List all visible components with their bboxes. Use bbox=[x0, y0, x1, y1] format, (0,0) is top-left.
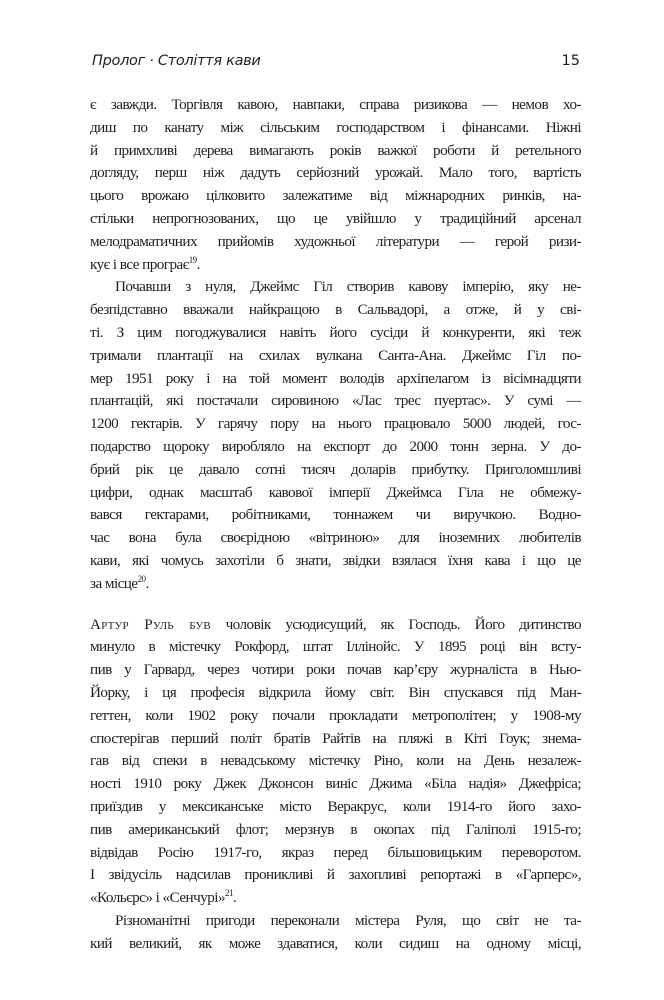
line-text: чоловік усюдисущий, як Господь. Його дитинство bbox=[210, 615, 581, 633]
text-line: стільки непрогнозованих, що це увійшло у традиційний арсенал bbox=[90, 209, 581, 227]
text-line: гав від спеки в невадському містечку Ріно, коли на День незалеж- bbox=[90, 752, 581, 770]
text-line: й примхливі дерева вимагають років важкої роботи й ретельного bbox=[90, 141, 581, 159]
text-line: 1200 гектарів. У гарячу пору на нього працювало 5000 людей, гос- bbox=[90, 415, 581, 433]
text-line: спостерігав перший політ братів Райтів на пляжі в Кіті Гоук; знема- bbox=[90, 729, 581, 747]
text-line: І звідусіль надсилав проникливі й захопливі репортажі в «Гарперс», bbox=[90, 866, 581, 884]
text-line: мер 1951 року і на той момент володів архіпелагом із вісімнадцяти bbox=[90, 369, 581, 387]
line-end: . bbox=[145, 574, 149, 592]
line-text: за місце bbox=[90, 574, 138, 592]
page-number: 15 bbox=[561, 53, 580, 69]
text-line: відвідав Росію 1917-го, якраз перед більшовицьким переворотом. bbox=[90, 843, 581, 861]
text-line: приїздив у мексиканське місто Веракрус, коли 1914-го його захо- bbox=[90, 797, 581, 815]
footnote-ref[interactable]: 19 bbox=[188, 254, 197, 265]
text-line: є завжди. Торгівля кавою, навпаки, справа ризикова — немов хо- bbox=[90, 96, 581, 113]
text-line bbox=[90, 614, 581, 637]
text-line bbox=[90, 887, 581, 910]
page-body bbox=[90, 94, 581, 955]
text-line: подарство щороку виробляло на експорт до 2000 тонн зерна. У до- bbox=[90, 437, 581, 455]
text-line: брий рік це давало сотні тисяч доларів прибутку. Приголомшливі bbox=[90, 460, 581, 478]
text-line: диш по канату між сільським господарством і фінансами. Ніжні bbox=[90, 118, 581, 136]
text-line: Почавши з нуля, Джеймс Гіл створив кавову імперію, яку не- bbox=[115, 278, 581, 296]
text-line: кий великий, як може здаватися, коли сидиш на одному місці, bbox=[90, 934, 581, 952]
text-line: цифри, однак масштаб кавової імперії Джеймса Гіла не обмежу- bbox=[90, 483, 581, 501]
line-end: . bbox=[232, 889, 237, 907]
paragraph bbox=[90, 94, 581, 276]
text-line bbox=[90, 254, 581, 277]
paragraph bbox=[90, 276, 581, 595]
text-line: ності 1910 року Джек Джонсон виніс Джима «Біла надія» Джефріса; bbox=[90, 775, 581, 793]
text-line: цього врожаю цілковито залежатиме від міжнародних ринків, на- bbox=[90, 187, 581, 205]
text-line: кави, які чомусь захотіли б знати, звідки взялася їхня кава і що це bbox=[90, 551, 581, 569]
text-line: пив американський флот; мерзнув в окопах під Галіполі 1915-го; bbox=[90, 820, 581, 838]
footnote-ref[interactable]: 20 bbox=[137, 573, 146, 584]
paragraph bbox=[90, 910, 581, 956]
text-line: мелодраматичних прийомів художньої літератури — герой ризи- bbox=[90, 232, 581, 250]
text-line: Різноманітні пригоди переконали містера Руля, що світ не та- bbox=[115, 911, 581, 929]
text-line: тримали плантації на схилах вулкана Санта-Ана. Джеймс Гіл по- bbox=[90, 346, 581, 364]
text-line: ті. З цим погоджувалися навіть його сусіди й конкуренти, які теж bbox=[90, 323, 581, 341]
text-line: плантацій, які постачали сировиною «Лас трес пуертас». У сумі — bbox=[90, 392, 581, 410]
text-line: вався гектарами, робітниками, тоннажем чи виручкою. Водно- bbox=[90, 506, 581, 524]
running-title: Пролог · Століття кави bbox=[92, 53, 261, 69]
line-end: . bbox=[196, 255, 200, 273]
footnote-ref[interactable]: 21 bbox=[225, 888, 233, 899]
text-line: Йорку, і ця професія відкрила йому світ. Він спускався під Ман- bbox=[90, 683, 581, 701]
section-1 bbox=[90, 94, 581, 596]
text-line: минуло в містечку Рокфорд, штат Іллінойс. У 1895 році він всту- bbox=[90, 638, 581, 656]
section-2 bbox=[90, 614, 581, 956]
paragraph bbox=[90, 614, 581, 910]
text-line: геттен, коли 1902 року почали прокладати метрополітен; у 1908-му bbox=[90, 706, 581, 724]
running-header bbox=[92, 53, 580, 77]
line-text: кує і все програє bbox=[90, 255, 189, 273]
text-line: час вона була своєрідною «вітриною» для іноземних любителів bbox=[90, 529, 581, 547]
lead-in-smallcaps: Артур Руль був bbox=[90, 615, 211, 633]
text-line bbox=[90, 573, 581, 596]
text-line: пив у Гарвард, через чотири роки почав кар’єру журналіста в Нью- bbox=[90, 661, 581, 679]
text-line: безпідставно вважали найкращою в Сальвадорі, а отже, й у сві- bbox=[90, 301, 581, 319]
line-text: «Кольєрс» і «Сенчурі» bbox=[90, 889, 225, 907]
text-line: догляду, перш ніж дадуть серйозний урожай. Мало того, вартість bbox=[90, 164, 581, 182]
section-break bbox=[90, 596, 581, 614]
